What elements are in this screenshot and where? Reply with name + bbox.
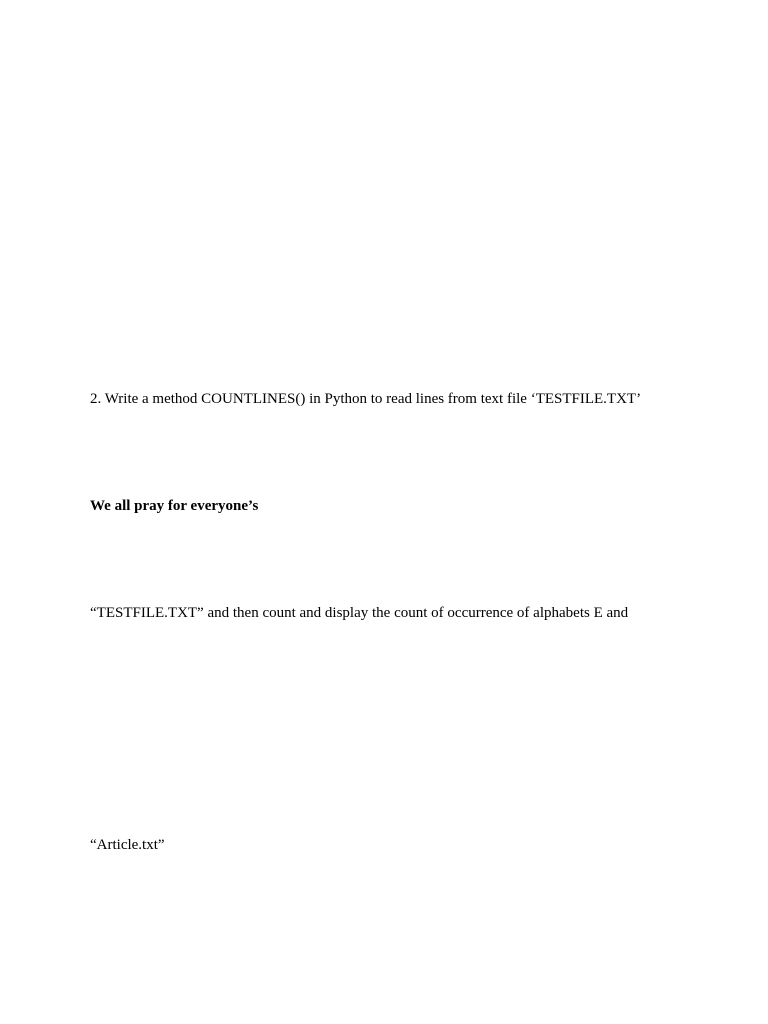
instruction-text: “TESTFILE.TXT” and then count and display the count of occurrence of alphabets E and [90,605,629,621]
question-text: 2. Write a method COUNTLINES() in Python to read lines from text file ‘TESTFILE.TXT’ [90,391,642,407]
filename-text: “Article.txt” [90,837,165,853]
bold-sample-text: We all pray for everyone’s [90,498,259,514]
